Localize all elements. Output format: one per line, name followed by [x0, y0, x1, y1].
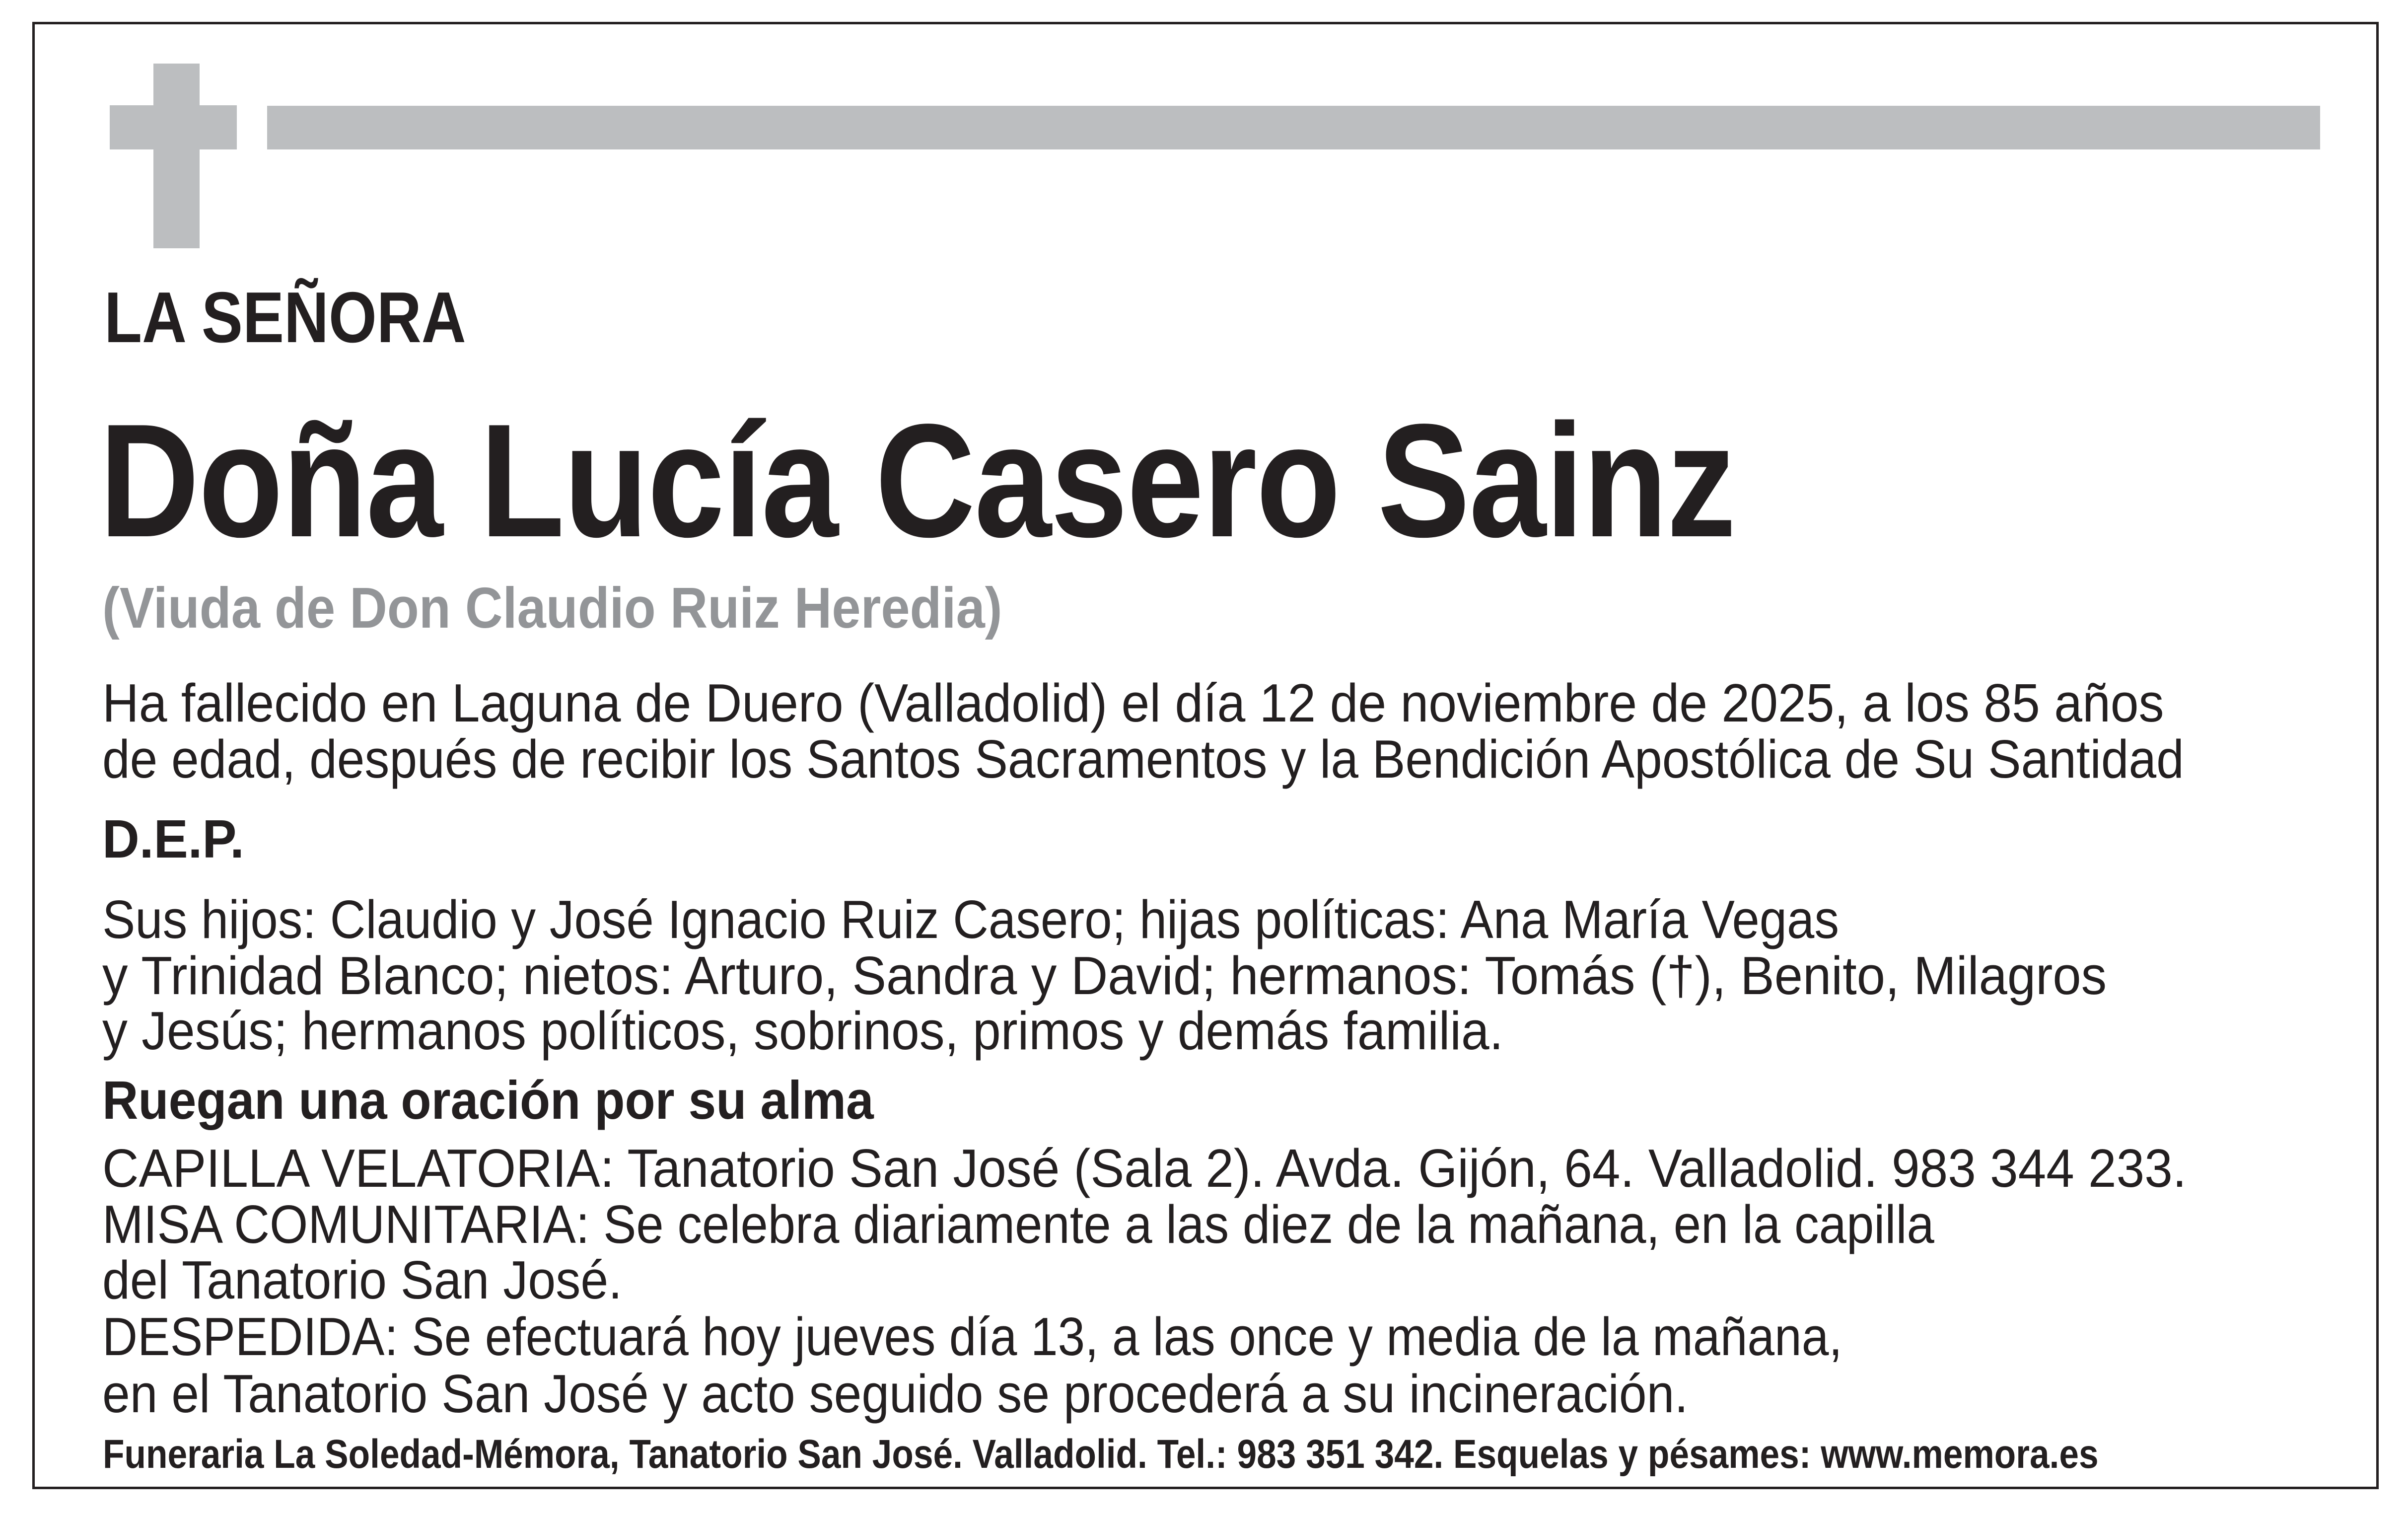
funeral-home-footer: Funeraria La Soledad-Mémora, Tanatorio San José. Valladolid. Tel.: 983 351 342. Esquelas y pésames: www.memora.es: [103, 1432, 2099, 1477]
family-line-3: y Jesús; hermanos políticos, sobrinos, primos y demás familia.: [102, 1001, 1503, 1061]
arrangement-farewell-line-1: DESPEDIDA: Se efectuará hoy jueves día 13, a las once y media de la mañana,: [102, 1306, 1842, 1367]
cross-horizontal-bar: [110, 105, 237, 149]
deceased-name: Doña Lucía Casero Sainz: [99, 390, 1735, 571]
announcement-line-1: Ha fallecido en Laguna de Duero (Valladolid) el día 12 de noviembre de 2025, a los 85 años: [102, 673, 2164, 733]
arrangement-farewell-line-2: en el Tanatorio San José y acto seguido se procederá a su incineración.: [102, 1364, 1689, 1424]
arrangement-mass-line-1: MISA COMUNITARIA: Se celebra diariamente a las diez de la mañana, en la capilla: [102, 1194, 1934, 1255]
announcement-line-2: de edad, después de recibir los Santos Sacramentos y la Bendición Apostólica de Su Santidad: [102, 729, 2184, 790]
honorific-heading: LA SEÑORA: [104, 277, 466, 358]
arrangement-chapel: CAPILLA VELATORIA: Tanatorio San José (Sala 2). Avda. Gijón, 64. Valladolid. 983 344 233.: [102, 1138, 2187, 1199]
header-rule: [267, 106, 2320, 149]
deceased-subtitle: (Viuda de Don Claudio Ruiz Heredia): [102, 576, 1002, 640]
prayer-request: Ruegan una oración por su alma: [102, 1070, 874, 1131]
family-line-2: y Trinidad Blanco; nietos: Arturo, Sandra y David; hermanos: Tomás (†), Benito, Milagros: [102, 945, 2107, 1006]
family-line-1: Sus hijos: Claudio y José Ignacio Ruiz Casero; hijas políticas: Ana María Vegas: [102, 889, 1840, 950]
arrangement-mass-line-2: del Tanatorio San José.: [102, 1250, 623, 1310]
dep-label: D.E.P.: [102, 809, 244, 869]
cross-vertical-bar: [153, 64, 200, 248]
